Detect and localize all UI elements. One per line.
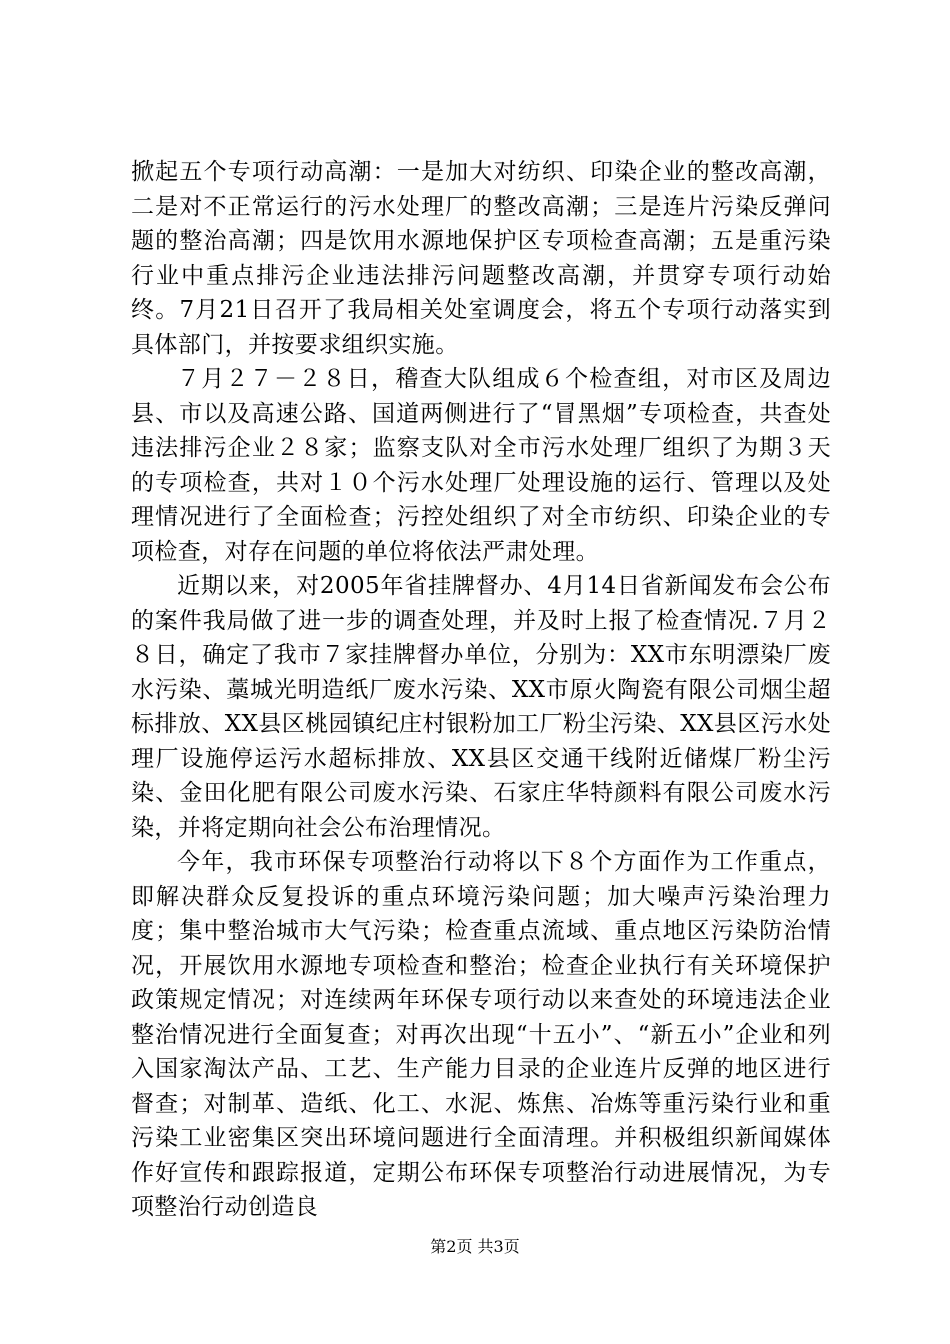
paragraph-inspection-groups: ７月２７－２８日，稽查大队组成６个检查组，对市区及周边县、市以及高速公路、国道两侧进行了“冒黑烟”专项检查，共查处违法排污企业２８家；监察支队对全市污水处理厂组织了为期３天的专项检查，共对１０个污水处理厂处理设施的运行、管理以及处理情况进行了全面检查；污控处组织了对全市纺织、印染企业的专项检查，对存在问题的单位将依法严肃处理。 (131, 366, 831, 565)
paragraph-work-priorities: 今年，我市环保专项整治行动将以下８个方面作为工作重点，即解决群众反复投诉的重点环境污染问题；加大噪声污染治理力度；集中整治城市大气污染；检查重点流域、重点地区污染防治情况，开展饮用水源地专项检查和整治；检查企业执行有关环境保护政策规定情况；对连续两年环保专项行动以来查处的环境违法企业整治情况进行全面复查；对再次出现“十五小”、“新五小”企业和列入国家淘汰产品、工艺、生产能力目录的企业连片反弹的地区进行督查；对制革、造纸、化工、水泥、炼焦、冶炼等重污染行业和重污染工业密集区突出环境问题进行全面清理。并积极组织新闻媒体作好宣传和跟踪报道，定期公布环保专项整治行动进展情况，为专项整治行动创造良 (131, 849, 831, 1220)
paragraph-continuation: 掀起五个专项行动高潮：一是加大对纺织、印染企业的整改高潮，二是对不正常运行的污水处理厂的整改高潮；三是连片污染反弹问题的整治高潮；四是饮用水源地保护区专项检查高潮；五是重污染行业中重点排污企业违法排污问题整改高潮，并贯穿专项行动始终。7月21日召开了我局相关处室调度会，将五个专项行动落实到具体部门，并按要求组织实施。 (131, 159, 831, 358)
paragraph-supervised-cases: 近期以来，对2005年省挂牌督办、4月14日省新闻发布会公布的案件我局做了进一步的调查处理，并及时上报了检查情况.７月２８日，确定了我市７家挂牌督办单位，分别为：XX市东明漂染厂废水污染、藁城光明造纸厂废水污染、XX市原火陶瓷有限公司烟尘超标排放、XX县区桃园镇纪庄村银粉加工厂粉尘污染、XX县区污水处理厂设施停运污水超标排放、XX县区交通干线附近储煤厂粉尘污染、金田化肥有限公司废水污染、石家庄华特颜料有限公司废水污染，并将定期向社会公布治理情况。 (131, 573, 831, 841)
document-body (131, 155, 831, 1225)
page-number-footer: 第2页 共3页 (430, 1237, 520, 1256)
